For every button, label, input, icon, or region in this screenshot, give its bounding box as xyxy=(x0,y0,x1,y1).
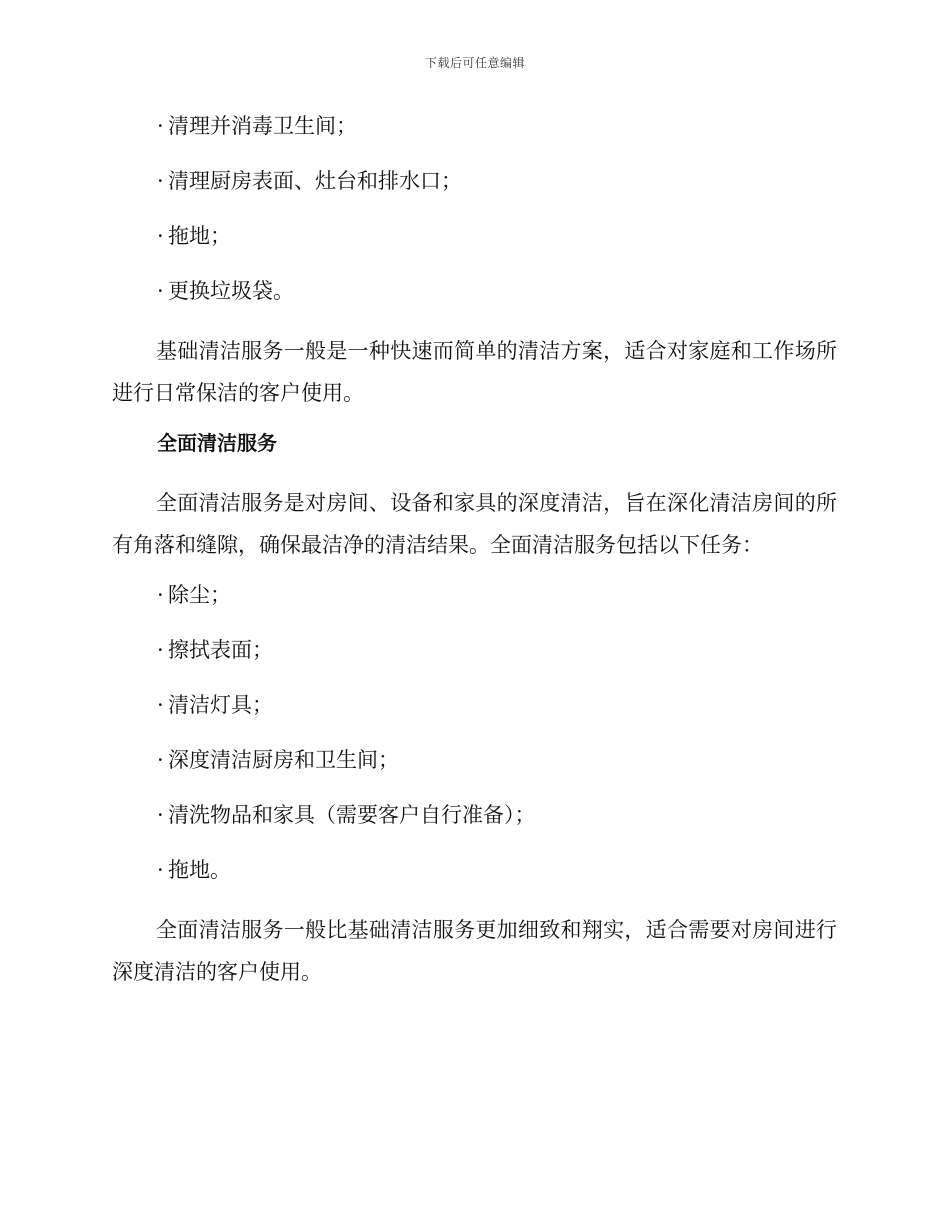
list-item-text: 清洗物品和家具（需要客户自行准备）； xyxy=(168,803,536,827)
list-item xyxy=(112,744,837,776)
paragraph-full-summary: 全面清洁服务一般比基础清洁服务更加细致和翔实，适合需要对房间进行深度清洁的客户使用。 xyxy=(112,918,837,984)
bullet-dot: · xyxy=(157,638,164,662)
list-item-text: 拖地。 xyxy=(168,858,231,882)
section-heading: 全面清洁服务 xyxy=(157,431,277,455)
list-item-text: 擦拭表面； xyxy=(168,638,273,662)
bullet-dot: · xyxy=(157,748,164,772)
list-item xyxy=(112,165,837,197)
bullet-dot: · xyxy=(157,114,164,138)
bullet-dot: · xyxy=(157,858,164,882)
paragraph-full-intro: 全面清洁服务是对房间、设备和家具的深度清洁，旨在深化清洁房间的所有角落和缝隙，确保最洁净的清洁结果。全面清洁服务包括以下任务： xyxy=(112,491,837,557)
list-item-text: 清理厨房表面、灶台和排水口； xyxy=(168,169,462,193)
list-item-text: 拖地； xyxy=(168,224,231,248)
list-item-text: 深度清洁厨房和卫生间； xyxy=(168,748,399,772)
list-item-text: 清洁灯具； xyxy=(168,693,273,717)
list-item xyxy=(112,110,837,142)
list-item xyxy=(112,275,837,307)
document-body xyxy=(112,110,837,1006)
list-item-text: 除尘； xyxy=(168,583,231,607)
list-item xyxy=(112,799,837,831)
paragraph-basic-summary: 基础清洁服务一般是一种快速而简单的清洁方案，适合对家庭和工作场所进行日常保洁的客户使用。 xyxy=(112,339,837,405)
bullet-dot: · xyxy=(157,693,164,717)
list-item xyxy=(112,854,837,886)
list-item-text: 清理并消毒卫生间； xyxy=(168,114,357,138)
list-item xyxy=(112,579,837,611)
list-item-text: 更换垃圾袋。 xyxy=(168,279,294,303)
bullet-dot: · xyxy=(157,169,164,193)
list-item xyxy=(112,689,837,721)
bullet-dot: · xyxy=(157,803,164,827)
bullet-dot: · xyxy=(157,224,164,248)
list-item xyxy=(112,220,837,252)
bullet-dot: · xyxy=(157,279,164,303)
page-header: 下载后可任意编辑 xyxy=(424,56,525,70)
bullet-dot: · xyxy=(157,583,164,607)
list-item xyxy=(112,634,837,666)
